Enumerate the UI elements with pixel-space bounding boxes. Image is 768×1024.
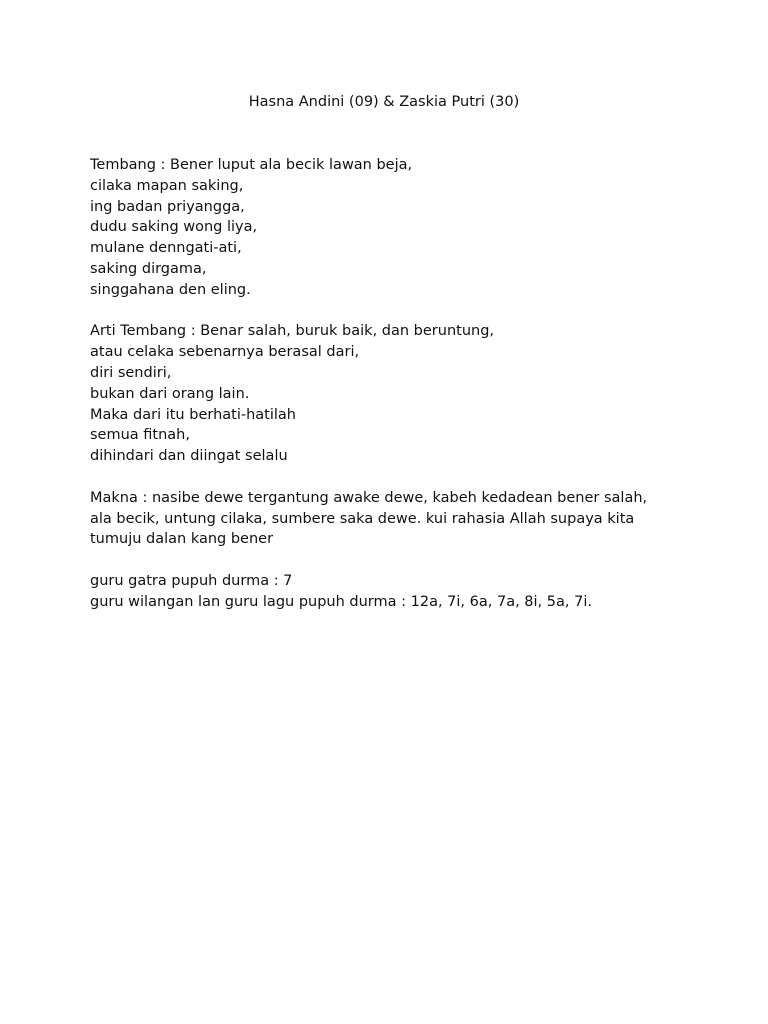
makna-line: ala becik, untung cilaka, sumbere saka dewe. kui rahasia Allah supaya kita (90, 510, 635, 527)
makna-section (90, 488, 710, 550)
tembang-section (90, 155, 710, 301)
arti-tembang-line: Arti Tembang : Benar salah, buruk baik, dan beruntung, (90, 323, 495, 340)
document-body (90, 155, 710, 633)
arti-tembang-line: atau celaka sebenarnya berasal dari, (90, 344, 360, 361)
makna-line: Makna : nasibe dewe tergantung awake dewe, kabeh kedadean bener salah, (90, 489, 648, 506)
arti-tembang-line: Maka dari itu berhati-hatilah (90, 406, 296, 423)
arti-tembang-line: semua fitnah, (90, 427, 190, 444)
document-title: Hasna Andini (09) & Zaskia Putri (30) (248, 94, 520, 110)
tembang-line: ing badan priyangga, (90, 198, 245, 215)
arti-tembang-section (90, 321, 710, 467)
tembang-line: singgahana den eling. (90, 281, 251, 298)
guru-gatra-line: guru gatra pupuh durma : 7 (90, 572, 293, 589)
guru-wilangan-line: guru wilangan lan guru lagu pupuh durma : 12a, 7i, 6a, 7a, 8i, 5a, 7i. (90, 593, 592, 610)
tembang-line: saking dirgama, (90, 260, 207, 277)
arti-tembang-line: bukan dari orang lain. (90, 385, 250, 402)
tembang-line: Tembang : Bener luput ala becik lawan beja, (90, 157, 413, 173)
tembang-line: cilaka mapan saking, (90, 177, 244, 194)
arti-tembang-line: diri sendiri, (90, 364, 172, 381)
makna-line: tumuju dalan kang bener (90, 531, 274, 548)
tembang-line: dudu saking wong liya, (90, 219, 258, 236)
tembang-line: mulane denngati-ati, (90, 240, 242, 257)
guru-section (90, 571, 710, 613)
arti-tembang-line: dihindari dan diingat selalu (90, 448, 288, 465)
